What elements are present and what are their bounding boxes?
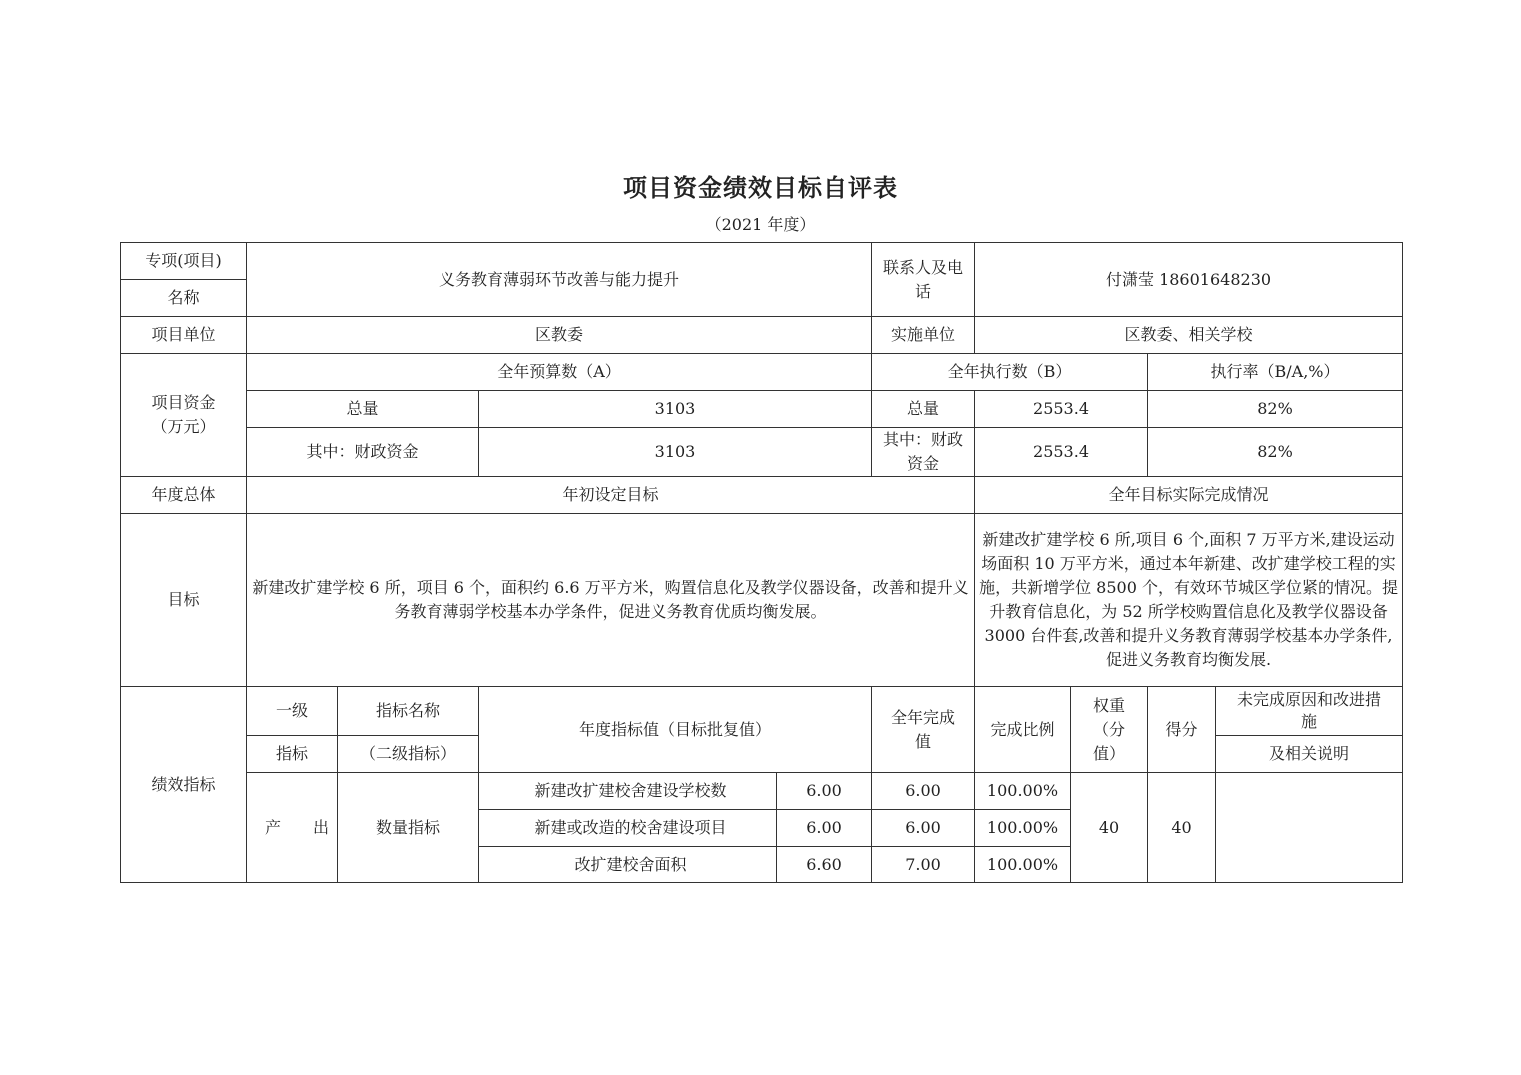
indicator-done: 6.00 <box>872 810 975 847</box>
budget-header: 全年预算数（A） <box>247 354 872 391</box>
col-done: 全年完成值 <box>872 687 975 773</box>
level2-value: 数量指标 <box>338 773 479 883</box>
level1-value: 产 出 <box>247 773 338 883</box>
fiscal-rate: 82% <box>1148 428 1403 477</box>
table-row <box>121 773 1403 810</box>
funds-label: 项目资金（万元） <box>121 354 247 477</box>
col-name-a: 指标名称 <box>338 687 479 736</box>
total-rate: 82% <box>1148 391 1403 428</box>
project-name-label-2: 名称 <box>121 280 247 317</box>
goals-label-1: 年度总体 <box>121 477 247 514</box>
indicator-target: 6.00 <box>777 773 872 810</box>
total-exec-label: 总量 <box>872 391 975 428</box>
project-name-value: 义务教育薄弱环节改善与能力提升 <box>247 243 872 317</box>
actual-goal-header: 全年目标实际完成情况 <box>975 477 1403 514</box>
contact-label: 联系人及电话 <box>872 243 975 317</box>
indicator-score: 40 <box>1148 773 1216 883</box>
project-name-label-1: 专项(项目) <box>121 243 247 280</box>
indicator-name: 新建或改造的校舍建设项目 <box>479 810 777 847</box>
contact-value: 付潇莹 18601648230 <box>975 243 1403 317</box>
impl-label: 实施单位 <box>872 317 975 354</box>
actual-goal-text: 新建改扩建学校 6 所,项目 6 个,面积 7 万平方米,建设运动场面积 10 万平方米，通过本年新建、改扩建学校工程的实施，共新增学位 8500 个，有效环节城区学位紧的情况。提升教育信息化，为 52 所学校购置信息化及教学仪器设备 3000 台件套,改善和提升义务教育薄弱学校基本办学条件,促进义务教育均衡发展. <box>975 514 1403 687</box>
indicator-ratio: 100.00% <box>975 810 1071 847</box>
fiscal-label: 其中：财政资金 <box>247 428 479 477</box>
indicator-target: 6.00 <box>777 810 872 847</box>
unit-label: 项目单位 <box>121 317 247 354</box>
indicator-reason <box>1216 773 1403 883</box>
total-budget: 3103 <box>479 391 872 428</box>
exec-header: 全年执行数（B） <box>872 354 1148 391</box>
indicator-target: 6.60 <box>777 847 872 883</box>
fiscal-exec: 2553.4 <box>975 428 1148 477</box>
rate-header: 执行率（B/A,%） <box>1148 354 1403 391</box>
indicator-ratio: 100.00% <box>975 847 1071 883</box>
impl-value: 区教委、相关学校 <box>975 317 1403 354</box>
indicator-done: 7.00 <box>872 847 975 883</box>
total-label: 总量 <box>247 391 479 428</box>
indicator-name: 改扩建校舍面积 <box>479 847 777 883</box>
col-level1-b: 指标 <box>247 736 338 773</box>
unit-value: 区教委 <box>247 317 872 354</box>
col-name-b: （二级指标） <box>338 736 479 773</box>
col-reason-b: 及相关说明 <box>1216 736 1403 773</box>
initial-goal-text: 新建改扩建学校 6 所，项目 6 个，面积约 6.6 万平方米，购置信息化及教学仪器设备，改善和提升义务教育薄弱学校基本办学条件，促进义务教育优质均衡发展。 <box>247 514 975 687</box>
col-weight: 权重（分值） <box>1071 687 1148 773</box>
fiscal-budget: 3103 <box>479 428 872 477</box>
col-level1-a: 一级 <box>247 687 338 736</box>
col-score: 得分 <box>1148 687 1216 773</box>
page-subtitle: （2021 年度） <box>705 215 816 234</box>
col-reason-a: 未完成原因和改进措施 <box>1216 687 1403 736</box>
evaluation-table <box>120 242 1403 883</box>
initial-goal-header: 年初设定目标 <box>247 477 975 514</box>
indicator-weight: 40 <box>1071 773 1148 883</box>
indicators-label: 绩效指标 <box>121 687 247 883</box>
total-exec: 2553.4 <box>975 391 1148 428</box>
col-target: 年度指标值（目标批复值） <box>479 687 872 773</box>
page-title: 项目资金绩效目标自评表 <box>623 174 898 202</box>
col-ratio: 完成比例 <box>975 687 1071 773</box>
goals-label-2: 目标 <box>121 514 247 687</box>
indicator-done: 6.00 <box>872 773 975 810</box>
fiscal-exec-label: 其中：财政资金 <box>872 428 975 477</box>
indicator-ratio: 100.00% <box>975 773 1071 810</box>
indicator-name: 新建改扩建校舍建设学校数 <box>479 773 777 810</box>
